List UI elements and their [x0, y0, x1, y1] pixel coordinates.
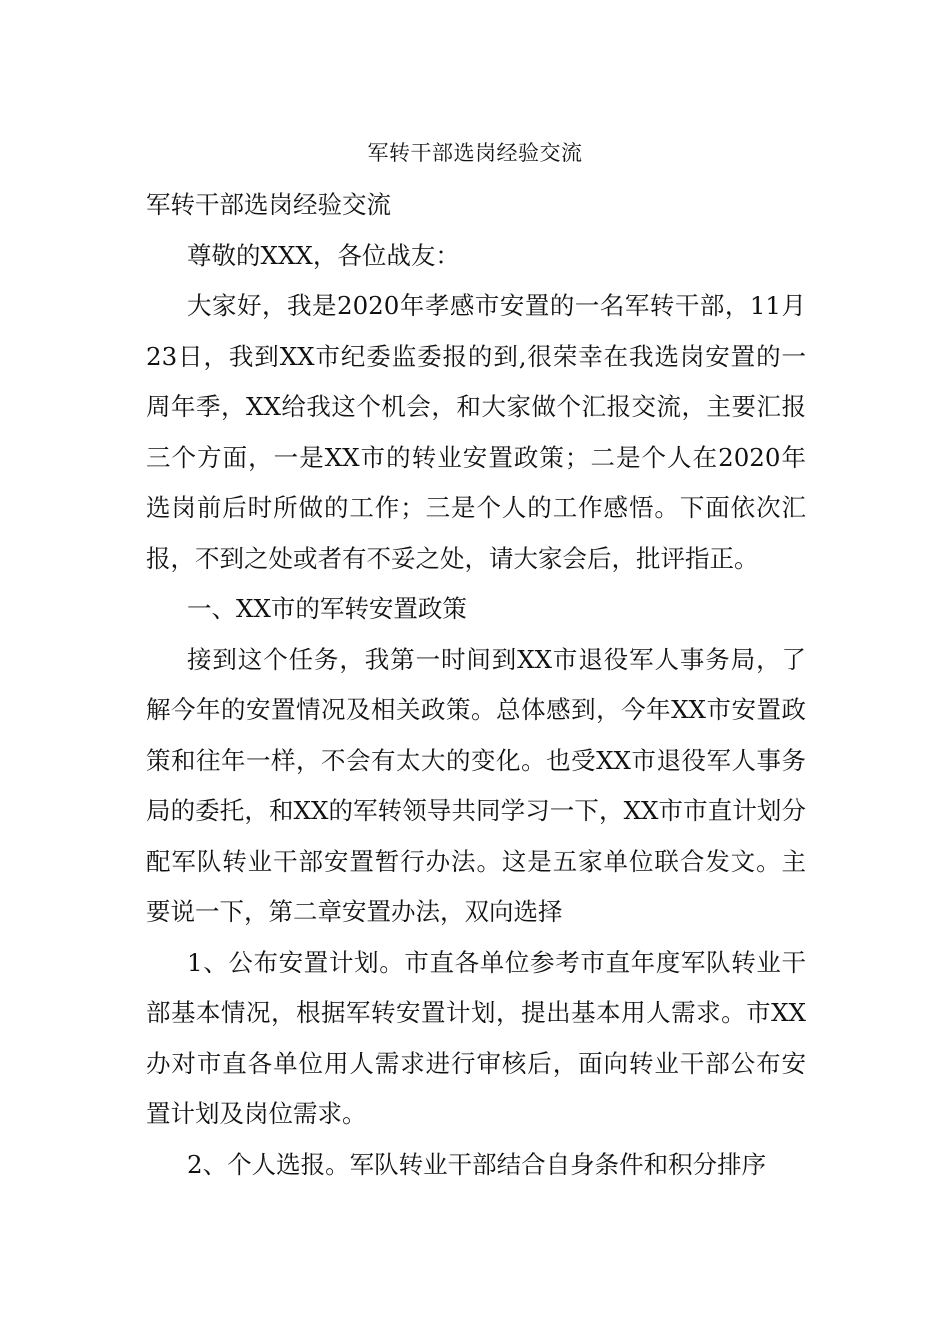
document-title: 军转干部选岗经验交流 — [367, 141, 583, 165]
step-1-paragraph: 1、公布安置计划。市直各单位参考市直年度军队转业干部基本情况，根据军转安置计划，提出基本用人需求。市XX办对市直各单位用人需求进行审核后，面向转业干部公布安置计划及岗位需求。 — [146, 947, 806, 1128]
body-heading: 军转干部选岗经验交流 — [146, 190, 391, 219]
salutation-paragraph: 尊敬的XXX，各位战友： — [187, 240, 460, 270]
document-body — [146, 180, 806, 1190]
intro-paragraph: 大家好，我是2020年孝感市安置的一名军转干部，11月23日，我到XX市纪委监委报的到,很荣幸在我选岗安置的一周年季，XX给我这个机会，和大家做个汇报交流，主要汇报三个方面，一是XX市的转业安置政策；二是个人在2020年选岗前后时所做的工作；三是个人的工作感悟。下面依次汇报，不到之处或者有不妥之处，请大家会后，批评指正。 — [146, 291, 806, 573]
policy-paragraph: 接到这个任务，我第一时间到XX市退役军人事务局，了解今年的安置情况及相关政策。总体感到，今年XX市安置政策和往年一样，不会有太大的变化。也受XX市退役军人事务局的委托，和XX的军转领导共同学习一下，XX市市直计划分配军队转业干部安置暂行办法。这是五家单位联合发文。主要说一下，第二章安置办法，双向选择 — [146, 644, 806, 926]
section-heading: 一、XX市的军转安置政策 — [187, 594, 467, 623]
step-2-paragraph: 2、个人选报。军队转业干部结合自身条件和积分排序 — [187, 1149, 767, 1179]
